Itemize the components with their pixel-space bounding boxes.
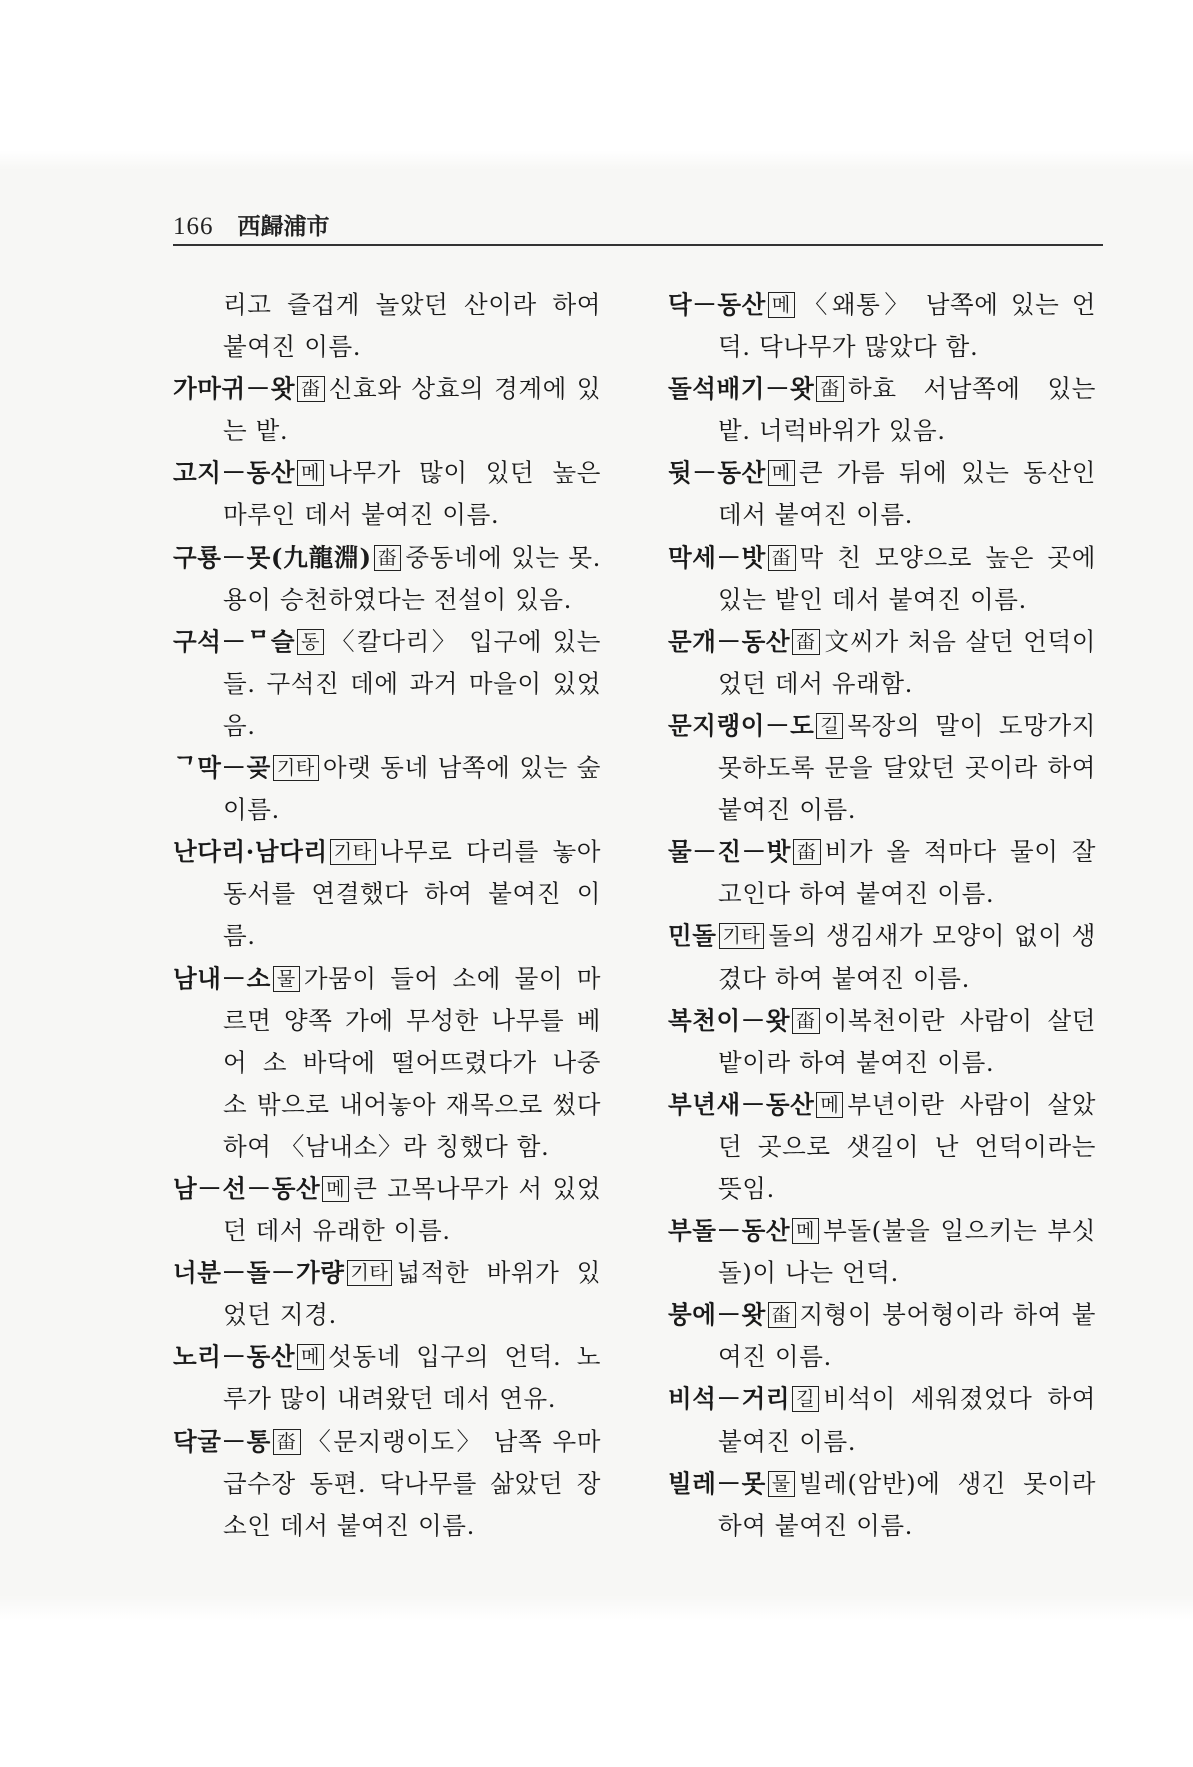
entry-description: 부년이란 사람이 살았던 곳으로 샛길이 난 언덕이라는 뜻임. [718,1089,1096,1203]
category-tag: 기타 [347,1260,393,1286]
entry-term: 민돌 [668,921,717,951]
entry-description: 하효 서남쪽에 있는 밭. 너럭바위가 있음. [718,374,1096,446]
dictionary-entry [173,368,601,452]
category-tag: 畓 [816,376,844,402]
category-tag: 기타 [273,755,319,781]
category-tag: 畓 [273,1429,301,1455]
entry-term: 가마귀－왓 [173,374,296,404]
category-tag: 畓 [792,1008,820,1034]
entry-description: 아랫 동네 남쪽에 있는 숲 이름. [223,753,601,825]
entry-term: 문개－동산 [668,626,791,656]
category-tag: 畓 [374,545,402,571]
dictionary-entry [668,621,1096,705]
entry-term: 비석－거리 [668,1384,791,1414]
entry-term: 복천이－왓 [668,1005,791,1035]
entry-description: 〈문지랭이도〉 남쪽 우마 급수장 동편. 닥나무를 삶았던 장소인 데서 붙여진 이름. [223,1426,601,1540]
category-tag: 길 [816,713,843,739]
entry-description: 돌의 생김새가 모양이 없이 생겼다 하여 붙여진 이름. [718,921,1096,993]
left-column [173,284,601,1547]
entry-description: 비가 올 적마다 물이 잘 고인다 하여 붙여진 이름. [718,837,1096,909]
category-tag: 메 [768,292,795,318]
category-tag: 메 [297,460,324,486]
dictionary-entry [173,1336,601,1420]
entry-term: 문지랭이－도 [668,710,815,740]
entry-description: 빌레(암반)에 생긴 못이라 하여 붙여진 이름. [718,1468,1096,1540]
right-column [668,284,1096,1547]
dictionary-entry [668,537,1096,621]
category-tag: 길 [792,1386,819,1412]
dictionary-entry [173,958,601,1168]
entry-term: 노리－동산 [173,1342,296,1372]
category-tag: 물 [768,1471,795,1497]
entry-term: 고지－동산 [173,458,296,488]
entry-term: 구석－ᄆ슬 [173,626,296,656]
entry-description: 나무가 많이 있던 높은 마루인 데서 붙여진 이름. [223,458,601,530]
entry-description: 나무로 다리를 놓아 동서를 연결했다 하여 붙여진 이름. [223,837,601,951]
dictionary-entry [668,915,1096,999]
entry-description: 〈왜통〉 남쪽에 있는 언덕. 닥나무가 많았다 함. [718,290,1096,362]
entry-term: 뒷－동산 [668,458,766,488]
page-number: 166 [173,213,214,240]
header-rule [173,244,1103,246]
dictionary-entry [173,1421,601,1547]
entry-term: 부년새－동산 [668,1089,815,1119]
dictionary-entry [668,1000,1096,1084]
dictionary-entry [668,831,1096,915]
entry-term: 구룡－못(九龍淵) [173,542,372,572]
category-tag: 메 [816,1092,843,1118]
category-tag: 기타 [719,923,765,949]
category-tag: 동 [297,629,324,655]
dictionary-entry [173,831,601,957]
dictionary-entry [668,1378,1096,1462]
entry-description: 〈칼다리〉 입구에 있는 들. 구석진 데에 과거 마을이 있었음. [223,626,601,740]
entry-description: 넓적한 바위가 있었던 지경. [223,1258,601,1330]
dictionary-entry [668,284,1096,368]
dictionary-entry [668,1463,1096,1547]
dictionary-entry [668,452,1096,536]
page-header [173,208,1103,244]
category-tag: 메 [792,1218,819,1244]
dictionary-entry [668,368,1096,452]
entry-description: 文씨가 처음 살던 언덕이었던 데서 유래함. [718,626,1096,698]
entry-term: 닥굴－통 [173,1426,271,1456]
category-tag: 畓 [768,1302,796,1328]
category-tag: 畓 [793,839,821,865]
entry-description: 리고 즐겁게 놀았던 산이라 하여 붙여진 이름. [223,290,601,362]
category-tag: 畓 [768,545,796,571]
category-tag: 기타 [330,839,376,865]
dictionary-entry [173,452,601,536]
entry-description: 부돌(불을 일으키는 부싯돌)이 나는 언덕. [718,1216,1096,1288]
entry-term: 물－진－밧 [668,837,792,867]
entry-description: 이복천이란 사람이 살던 밭이라 하여 붙여진 이름. [718,1005,1096,1077]
dictionary-entry [173,747,601,831]
category-tag: 메 [768,460,795,486]
dictionary-entry [173,1252,601,1336]
entry-term: 남－선－동산 [173,1173,321,1203]
book-title: 西歸浦市 [237,213,330,240]
entry-description: 막 친 모양으로 높은 곳에 있는 밭인 데서 붙여진 이름. [718,542,1096,614]
entry-description: 섯동네 입구의 언덕. 노루가 많이 내려왔던 데서 연유. [223,1342,601,1414]
entry-term: 부돌－동산 [668,1216,791,1246]
dictionary-entry [173,537,601,621]
entry-term: 빌레－못 [668,1468,766,1498]
entry-term: 붕에－왓 [668,1300,766,1330]
entry-description: 목장의 말이 도망가지 못하도록 문을 달았던 곳이라 하여 붙여진 이름. [718,710,1096,825]
category-tag: 메 [322,1176,349,1202]
entry-description: 비석이 세워졌었다 하여 붙여진 이름. [718,1384,1096,1456]
entry-description: 가뭄이 들어 소에 물이 마르면 양쪽 가에 무성한 나무를 베어 소 바닥에 떨어뜨렸다가 나중 소 밖으로 내어놓아 재목으로 썼다 하여 〈남내소〉라 칭했다 함. [223,963,601,1161]
entry-term: 닥－동산 [668,290,766,319]
entry-description: 큰 가름 뒤에 있는 동산인 데서 붙여진 이름. [718,458,1096,530]
category-tag: 물 [273,966,300,992]
entry-term: 남내－소 [173,963,271,993]
dictionary-entry [668,705,1096,831]
dictionary-entry [668,1294,1096,1378]
category-tag: 畓 [792,629,820,655]
dictionary-entry [173,284,601,368]
dictionary-entry [668,1210,1096,1294]
entry-description: 중동네에 있는 못. 용이 승천하였다는 전설이 있음. [223,542,601,614]
entry-term: 돌석배기－왓 [668,374,815,404]
entry-term: 너분－돌－가량 [173,1258,345,1288]
dictionary-entry [668,1084,1096,1210]
dictionary-entry [173,621,601,747]
entry-description: 큰 고목나무가 서 있었던 데서 유래한 이름. [223,1173,601,1246]
dictionary-entry [173,1168,601,1252]
category-tag: 畓 [297,376,325,402]
entry-term: 막세－밧 [668,542,766,572]
entry-description: 신효와 상효의 경계에 있는 밭. [223,374,601,446]
entry-term: ᄀ막－곶 [173,753,271,783]
category-tag: 메 [297,1344,324,1370]
entry-term: 난다리·남다리 [173,837,328,867]
entry-description: 지형이 붕어형이라 하여 붙여진 이름. [718,1300,1096,1372]
